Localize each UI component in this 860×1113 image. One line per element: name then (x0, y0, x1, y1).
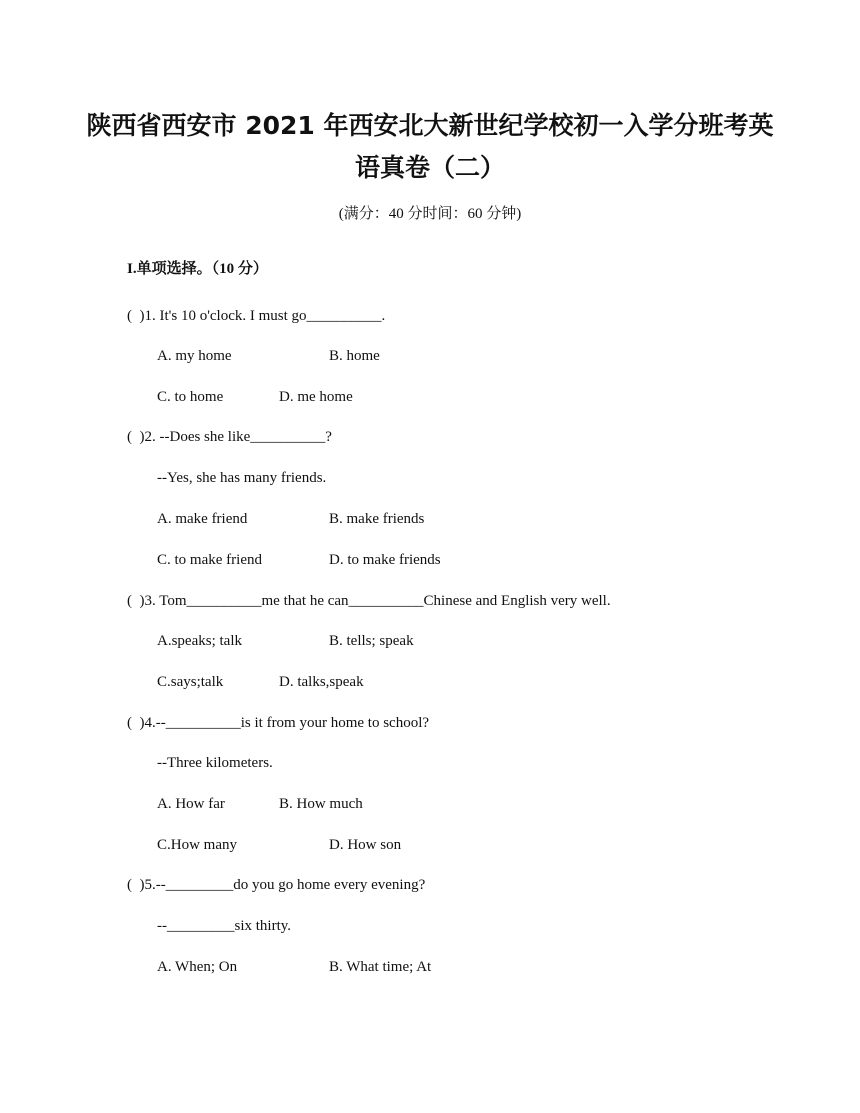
question-1-option-d: D. me home (279, 389, 353, 405)
question-1-option-b: B. home (329, 348, 380, 364)
question-4-reply: --Three kilometers. (157, 755, 273, 771)
question-4-option-a: A. How far (157, 796, 225, 812)
question-4-stem: ( )4.--__________is it from your home to school? (127, 715, 430, 731)
question-2-option-a: A. make friend (157, 511, 248, 527)
question-3-option-d: D. talks,speak (279, 674, 364, 690)
question-3-option-b: B. tells; speak (329, 633, 414, 649)
question-2-option-d: D. to make friends (329, 552, 441, 568)
question-3-option-c: C.says;talk (157, 674, 224, 690)
question-2-reply: --Yes, she has many friends. (157, 470, 327, 486)
question-4-option-c: C.How many (157, 837, 237, 853)
question-1-stem: ( )1. It's 10 o'clock. I must go__________. (127, 308, 386, 324)
question-4-option-d: D. How son (329, 837, 402, 853)
question-3-stem: ( )3. Tom__________me that he can__________Chinese and English very well. (127, 593, 611, 609)
question-2-option-c: C. to make friend (157, 552, 262, 568)
question-5-option-b: B. What time; At (329, 959, 432, 975)
question-5-reply: --_________six thirty. (157, 918, 292, 934)
question-4-option-b: B. How much (279, 796, 363, 812)
question-1-option-a: A. my home (157, 348, 232, 364)
question-3-option-a: A.speaks; talk (157, 633, 242, 649)
exam-info: (满分：40 分时间：60 分钟) (338, 206, 522, 222)
question-2-stem: ( )2. --Does she like__________? (127, 429, 332, 445)
page-title-line-2: 语真卷（二） (354, 153, 505, 182)
question-1-option-c: C. to home (157, 389, 224, 405)
section-heading: I.单项选择。（10 分） (127, 261, 268, 277)
question-2-option-b: B. make friends (329, 511, 425, 527)
question-5-option-a: A. When; On (157, 959, 238, 975)
page-title-line-1: 陕西省西安市 2021 年西安北大新世纪学校初一入学分班考英 (86, 111, 774, 140)
question-5-stem: ( )5.--_________do you go home every evening? (127, 877, 426, 893)
